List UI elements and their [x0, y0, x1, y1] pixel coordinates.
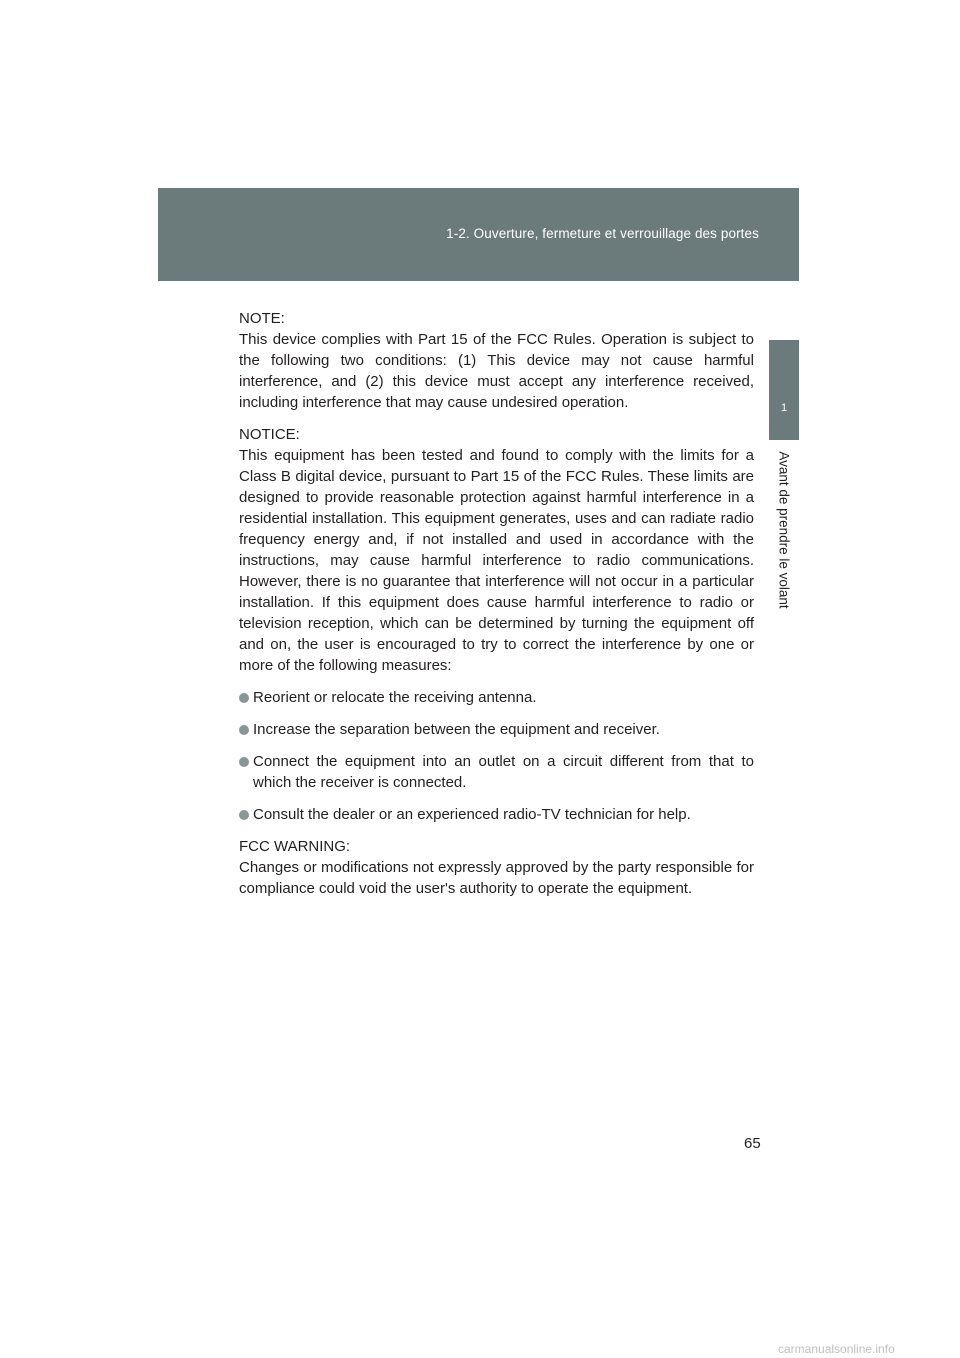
list-item: [239, 751, 754, 793]
notice-heading: NOTICE:: [239, 426, 300, 443]
bullet-icon: [239, 693, 249, 703]
warning-heading: FCC WARNING:: [239, 838, 351, 855]
note-heading: NOTE:: [239, 310, 285, 327]
list-item: [239, 687, 754, 708]
measure-text: Connect the equipment into an outlet on a circuit different from that to which the receiver is connected.: [253, 753, 754, 791]
notice-text: This equipment has been tested and found to comply with the limits for a Class B digital device, pursuant to Part 15 of the FCC Rules. These limits are designed to provide reasonable protection against harmful interference in a residential installation. This equipment generates, uses and can radiate radio frequency energy and, if not installed and used in accordance with the instructions, may cause harmful interference to radio communications. However, there is no guarantee that interference will not occur in a particular installation. If this equipment does cause harmful interference to radio or television reception, which can be determined by turning the equipment off and on, the user is encouraged to try to correct the interference by one or more of the following measures:: [239, 447, 754, 674]
warning-paragraph: [239, 836, 754, 899]
bullet-icon: [239, 757, 249, 767]
list-item: [239, 719, 754, 740]
chapter-number: 1: [780, 402, 788, 414]
warning-text: Changes or modifications not expressly approved by the party responsible for compliance could void the user's authority to operate the equipment.: [239, 859, 754, 897]
note-paragraph: [239, 308, 754, 413]
bullet-icon: [239, 725, 249, 735]
header-bar: [158, 188, 799, 281]
main-content: [239, 308, 754, 910]
measure-text: Consult the dealer or an experienced radio-TV technician for help.: [253, 806, 691, 823]
page-number: 65: [744, 1135, 761, 1152]
measure-text: Reorient or relocate the receiving antenna.: [253, 689, 537, 706]
watermark: carmanualsonline.info: [778, 1342, 895, 1356]
note-text: This device complies with Part 15 of the FCC Rules. Operation is subject to the following two conditions: (1) This device may not cause harmful interference, and (2) this device must accept any interference received, including interference that may cause undesired operation.: [239, 331, 754, 411]
notice-paragraph: [239, 424, 754, 676]
list-item: [239, 804, 754, 825]
chapter-title-vertical: Avant de prendre le volant: [776, 451, 792, 609]
measure-text: Increase the separation between the equipment and receiver.: [253, 721, 660, 738]
chapter-tab: [769, 340, 799, 438]
section-title: 1-2. Ouverture, fermeture et verrouillage des portes: [446, 226, 759, 241]
bullet-icon: [239, 810, 249, 820]
chapter-tab-divider: [769, 438, 799, 440]
